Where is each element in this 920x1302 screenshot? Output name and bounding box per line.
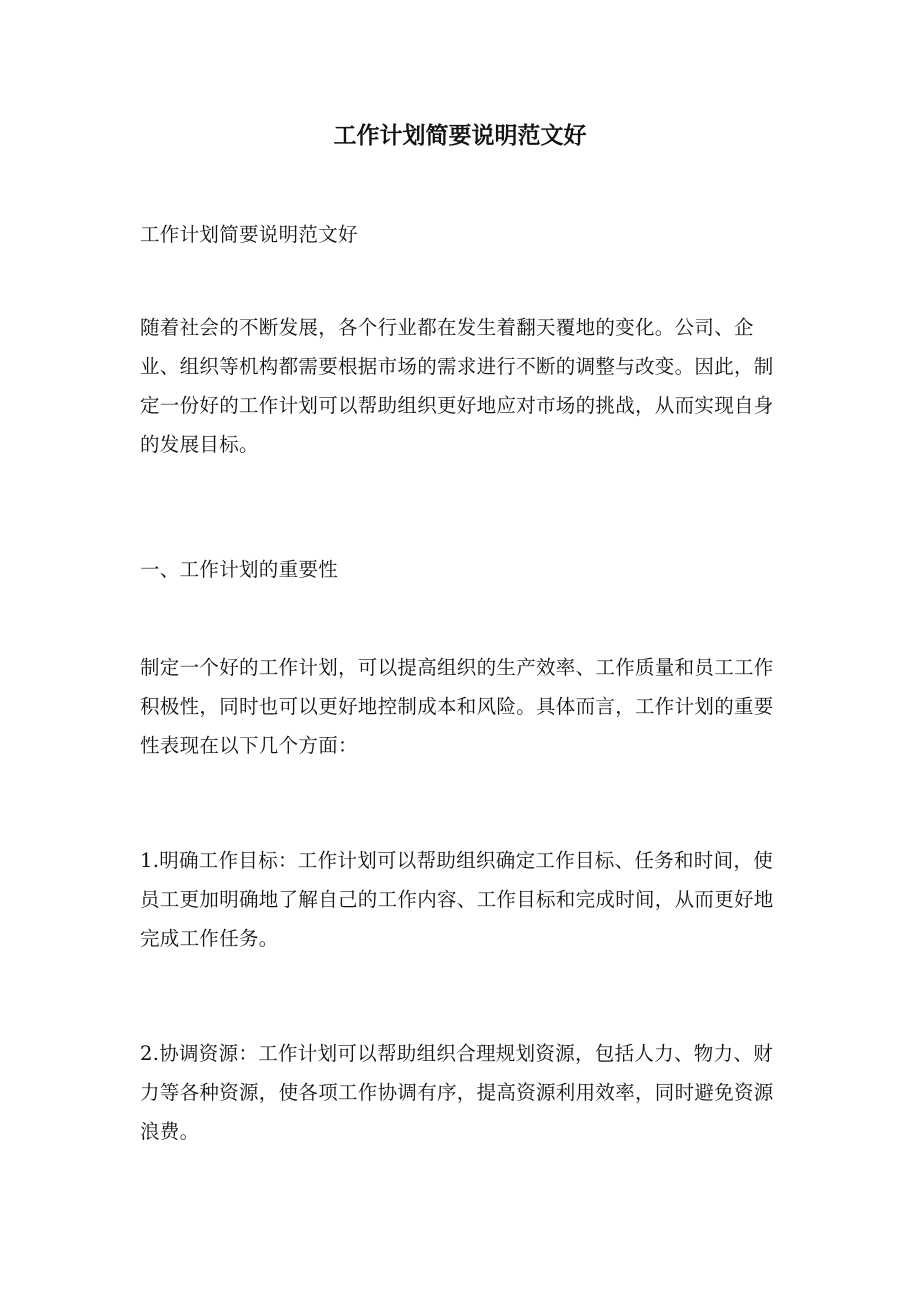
document-subtitle: 工作计划简要说明范文好 bbox=[140, 223, 358, 246]
intro-paragraph: 随着社会的不断发展，各个行业都在发生着翻天覆地的变化。公司、企业、组织等机构都需要根据市场的需求进行不断的调整与改变。因此，制定一份好的工作计划可以帮助组织更好地应对市场的挑战，从而实现自身的发展目标。 bbox=[140, 316, 774, 456]
document-title: 工作计划简要说明范文好 bbox=[333, 122, 587, 149]
section-heading-importance: 一、工作计划的重要性 bbox=[140, 558, 339, 581]
list-item-clear-goals: 1.明确工作目标：工作计划可以帮助组织确定工作目标、任务和时间，使员工更加明确地了解自己的工作内容、工作目标和完成时间，从而更好地完成工作任务。 bbox=[140, 849, 774, 950]
importance-paragraph: 制定一个好的工作计划，可以提高组织的生产效率、工作质量和员工工作积极性，同时也可以更好地控制成本和风险。具体而言，工作计划的重要性表现在以下几个方面： bbox=[140, 656, 774, 757]
list-item-coordinate-resources: 2.协调资源：工作计划可以帮助组织合理规划资源，包括人力、物力、财力等各种资源，使各项工作协调有序，提高资源利用效率，同时避免资源浪费。 bbox=[140, 1042, 774, 1143]
